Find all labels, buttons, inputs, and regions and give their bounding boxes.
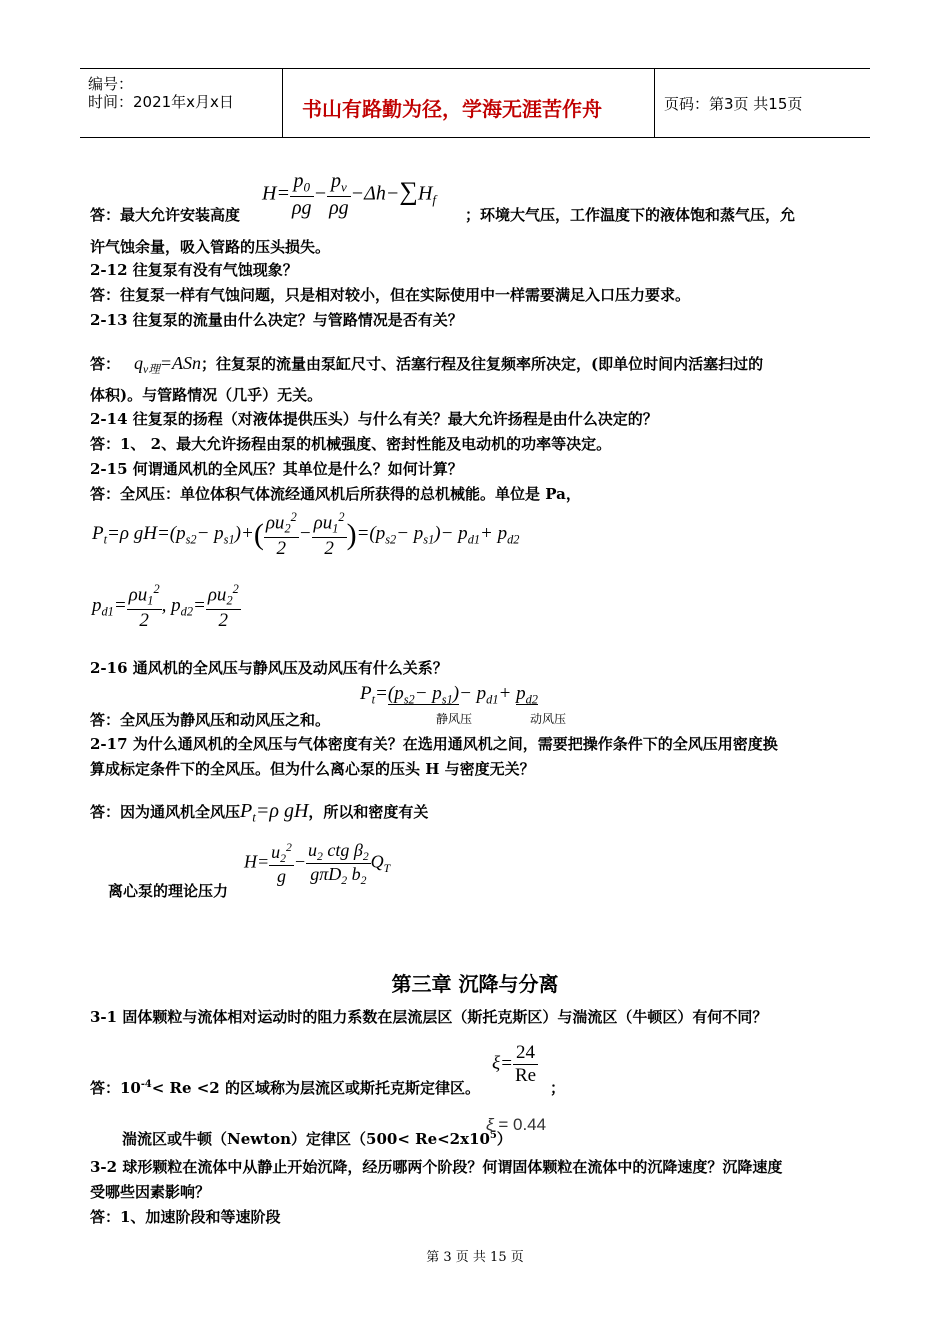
formula-pressure-relation: $P_t=(p_{s2}- p_{s1})- p_{d1}+ p_{d2}$	[360, 683, 538, 707]
answer-3-1-line1	[90, 1074, 565, 1099]
question-2-13: 2-13 往复泵的流量由什么决定？与管路情况是否有关？	[90, 311, 463, 329]
answer-3-1-prefix: 答：10	[90, 1078, 141, 1097]
answer-2-17-prefix: 答：因为通风机全风压	[90, 803, 241, 821]
answer-2-11-line2: 许气蚀余量，吸入管路的压头损失。	[90, 238, 331, 256]
question-2-17-line1: 2-17 为什么通风机的全风压与气体密度有关？在选用通风机之间，需要把操作条件下的全风压用密度换	[90, 735, 778, 753]
answer-3-1-mid: < Re <2 的区域称为层流区或斯托克斯定律区。	[151, 1078, 480, 1097]
answer-2-17-pump: 离心泵的理论压力	[108, 882, 229, 900]
question-3-2-line2: 受哪些因素影响？	[90, 1183, 211, 1201]
question-3-2-line1: 3-2 球形颗粒在流体中从静止开始沉降，经历哪两个阶段？何谓固体颗粒在流体中的沉降速度？沉降速度	[90, 1158, 783, 1176]
formula-turbulent-drag: ξ = 0.44	[486, 1115, 547, 1134]
question-2-16: 2-16 通风机的全风压与静风压及动风压有什么关系？	[90, 659, 448, 677]
header-page-label: 页码：第3页 共15页	[664, 95, 803, 113]
answer-3-2: 答：1、加速阶段和等速阶段	[90, 1208, 281, 1226]
answer-3-1-semicolon: ；	[549, 1078, 565, 1097]
answer-3-1-turbulent	[122, 1125, 512, 1150]
question-2-17-line2: 算成标定条件下的全风压。但为什么离心泵的压头 H 与密度无关？	[90, 760, 535, 778]
answer-2-12: 答：往复泵一样有气蚀问题，只是相对较小，但在实际使用中一样需要满足入口压力要求。	[90, 286, 691, 304]
answer-2-16: 答：全风压为静风压和动风压之和。	[90, 711, 331, 729]
turbulent-drag-value: 0.44	[512, 1115, 547, 1134]
formula-max-install-height: H= $\frac{p_0}{\rho g}$ − $\frac{p_v}{\rho g}$ $-\Delta h-\sum H_f$	[262, 170, 437, 219]
answer-3-1-turbulent-text: 湍流区或牛顿（Newton）定律区（500< Re<2x10	[122, 1129, 490, 1148]
answer-2-14: 答：1、 2、最大允许扬程由泵的机械强度、密封性能及电动机的功率等决定。	[90, 435, 612, 453]
answer-3-1-turbulent-exponent: 5	[489, 1130, 497, 1141]
header-divider	[654, 69, 655, 137]
formula-laminar-drag: ξ= $\frac{24}{Re}$	[492, 1042, 537, 1086]
question-2-12: 2-12 往复泵有没有气蚀现象？	[90, 261, 298, 279]
document-number-label: 编号：	[88, 75, 134, 93]
document-time-label: 时间：2021年x月x日	[88, 93, 234, 111]
page-footer: 第 3 页 共 15 页	[426, 1250, 524, 1265]
question-2-15: 2-15 何谓通风机的全风压？其单位是什么？如何计算？	[90, 460, 463, 478]
formula-pump-theoretical-head: H= $\frac{u_2^2}{g}$ − $\frac{u_2 ctg \beta_2}{g\pi D_2 b_2}$ $Q_T$	[244, 840, 391, 888]
static-pressure-label: 静风压	[436, 712, 473, 726]
answer-2-17-line1	[90, 800, 428, 829]
header-divider	[282, 69, 283, 137]
answer-2-11-line1	[90, 204, 795, 226]
chapter-title: 第三章 沉降与分离	[391, 972, 559, 996]
formula-dynamic-pressures: $p_{d1}=$ $\frac{\rho u_1^2}{2}$ , $p_{d2}=$ $\frac{\rho u_2^2}{2}$	[92, 582, 239, 631]
answer-2-11-suffix: ；环境大气压，工作温度下的液体饱和蒸气压，允	[465, 206, 796, 224]
question-3-1: 3-1 固体颗粒与流体相对运动时的阻力系数在层流层区（斯托克斯区）与湍流区（牛顿区）有何不同？	[90, 1008, 768, 1026]
answer-2-13-line1	[90, 352, 763, 381]
answer-2-11-prefix: 答：最大允许安装高度	[90, 206, 241, 224]
answer-3-1-exponent: -4	[140, 1079, 152, 1090]
question-2-14: 2-14 往复泵的扬程（对液体提供压头）与什么有关？最大允许扬程是由什么决定的？	[90, 410, 658, 428]
formula-fan-pressure: $P_t=\rho$ gH	[240, 800, 309, 825]
answer-3-1-turbulent-end: ）	[496, 1129, 512, 1148]
answer-2-17-suffix: ，所以和密度有关	[308, 803, 429, 821]
header-motto: 书山有路勤为径，学海无涯苦作舟	[302, 97, 602, 121]
answer-2-15: 答：全风压：单位体积气体流经通风机后所获得的总机械能。单位是 Pa，	[90, 485, 581, 503]
dynamic-pressure-label: 动风压	[530, 712, 567, 726]
formula-flow-rate: $q_{v理}=ASn$	[134, 353, 202, 377]
answer-2-13-prefix: 答：	[90, 355, 121, 373]
formula-full-pressure: $P_t=\rho$ $gH=(p_{s2}- p_{s1})+$( $\frac{\rho u_2^2}{2}$ − $\frac{\rho u_1^2}{2}$ )$=(p_{s2}- p_{s1})- p_{d1}+ p_{d2}$	[92, 510, 520, 559]
answer-2-13-suffix: ；往复泵的流量由泵缸尺寸、活塞行程及往复频率所决定，(即单位时间内活塞扫过的	[201, 355, 764, 373]
page-header	[80, 68, 870, 138]
answer-2-13-line2: 体积)。与管路情况（几乎）无关。	[90, 386, 323, 404]
